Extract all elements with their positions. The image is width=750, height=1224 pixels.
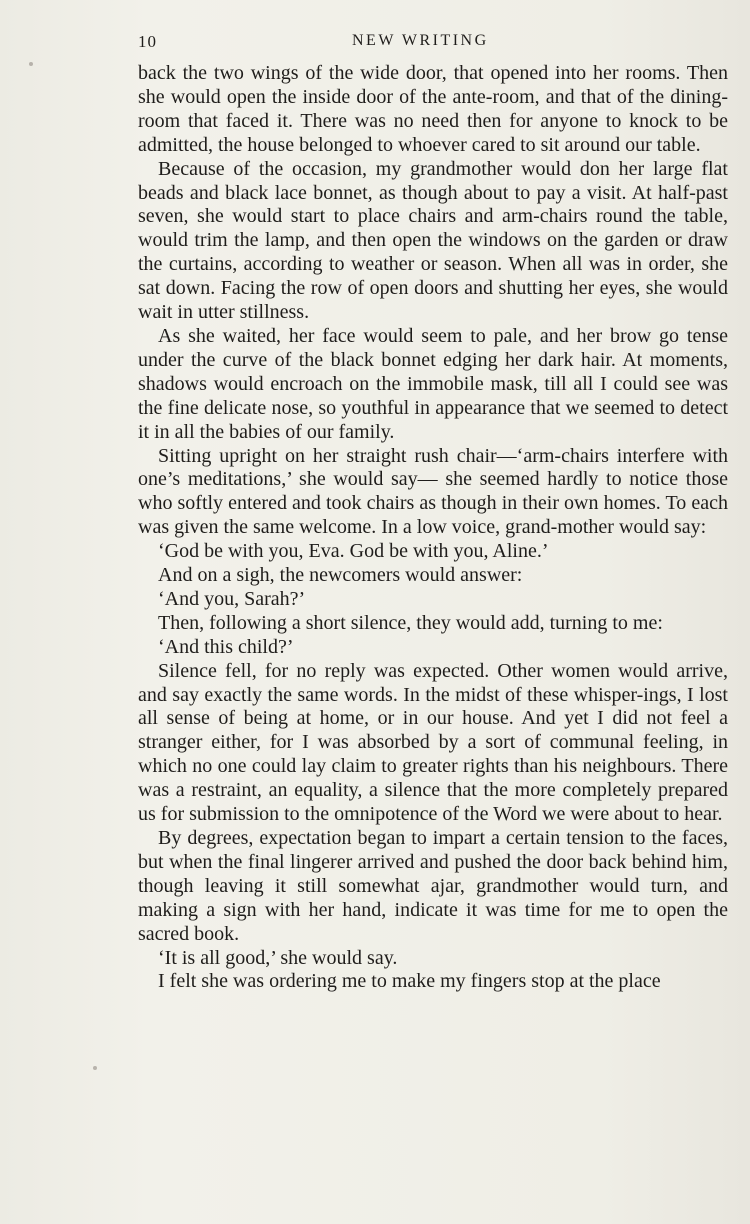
- dialogue-line: ‘God be with you, Eva. God be with you, Aline.’: [158, 540, 549, 563]
- page-header: [138, 32, 728, 54]
- body-text: [138, 62, 728, 994]
- paper-speck: [29, 62, 33, 66]
- paragraph: As she waited, her face would seem to pale, and her brow go tense under the curve of the black bonnet edging her dark hair. At moments, shadows would encroach on the immobile mask, till all I could see was the fine delicate nose, so youthful in appearance that we seemed to detect it in all the babies of our family.: [138, 324, 728, 443]
- paper-speck: [93, 1066, 97, 1070]
- page-number: 10: [138, 32, 157, 51]
- dialogue-line: ‘It is all good,’ she would say.: [158, 946, 398, 969]
- paragraph: By degrees, expectation began to impart a certain tension to the faces, but when the final lingerer arrived and pushed the door back behind him, though leaving it still somewhat ajar, grandmother would turn, and making a sign with her hand, indicate it was time for me to open the sacred book.: [138, 827, 728, 945]
- running-head-title: NEW WRITING: [352, 32, 489, 49]
- dialogue-line: ‘And you, Sarah?’: [158, 587, 306, 610]
- dialogue-line: ‘And this child?’: [158, 635, 294, 658]
- paragraph: Because of the occasion, my grandmother would don her large flat beads and black lace bonnet, as though about to pay a visit. At half-past seven, she would start to place chairs and arm-chairs round the table, would trim the lamp, and then open the windows on the garden or draw the curtains, according to weather or season. When all was in order, she sat down. Facing the row of open doors and shutting her eyes, she would wait in utter stillness.: [138, 157, 728, 324]
- paragraph: Silence fell, for no reply was expected. Other women would arrive, and say exactly the same words. In the midst of these whisper-ings, I lost all sense of being at home, or in our house. And yet I did not feel a stranger either, for I was absorbed by a sort of communal feeling, in which no one could lay claim to greater rights than his neighbours. There was a restraint, an equality, a silence that the more completely prepared us for submission to the omnipotence of the Word we were about to hear.: [138, 659, 728, 826]
- paragraph: Then, following a short silence, they would add, turning to me:: [158, 611, 663, 634]
- paragraph: And on a sigh, the newcomers would answer:: [158, 564, 523, 587]
- paragraph: I felt she was ordering me to make my fingers stop at the place: [158, 970, 661, 993]
- paragraph: Sitting upright on her straight rush chair—‘arm-chairs interfere with one’s meditations,’ she would say— she seemed hardly to notice those who softly entered and took chairs as though in their own homes. To each was given the same welcome. In a low voice, grand-mother would say:: [138, 444, 728, 539]
- paragraph: back the two wings of the wide door, that opened into her rooms. Then she would open the inside door of the ante-room, and that of the dining-room that faced it. There was no need then for anyone to knock to be admitted, the house belonged to whoever cared to sit around our table.: [138, 62, 728, 156]
